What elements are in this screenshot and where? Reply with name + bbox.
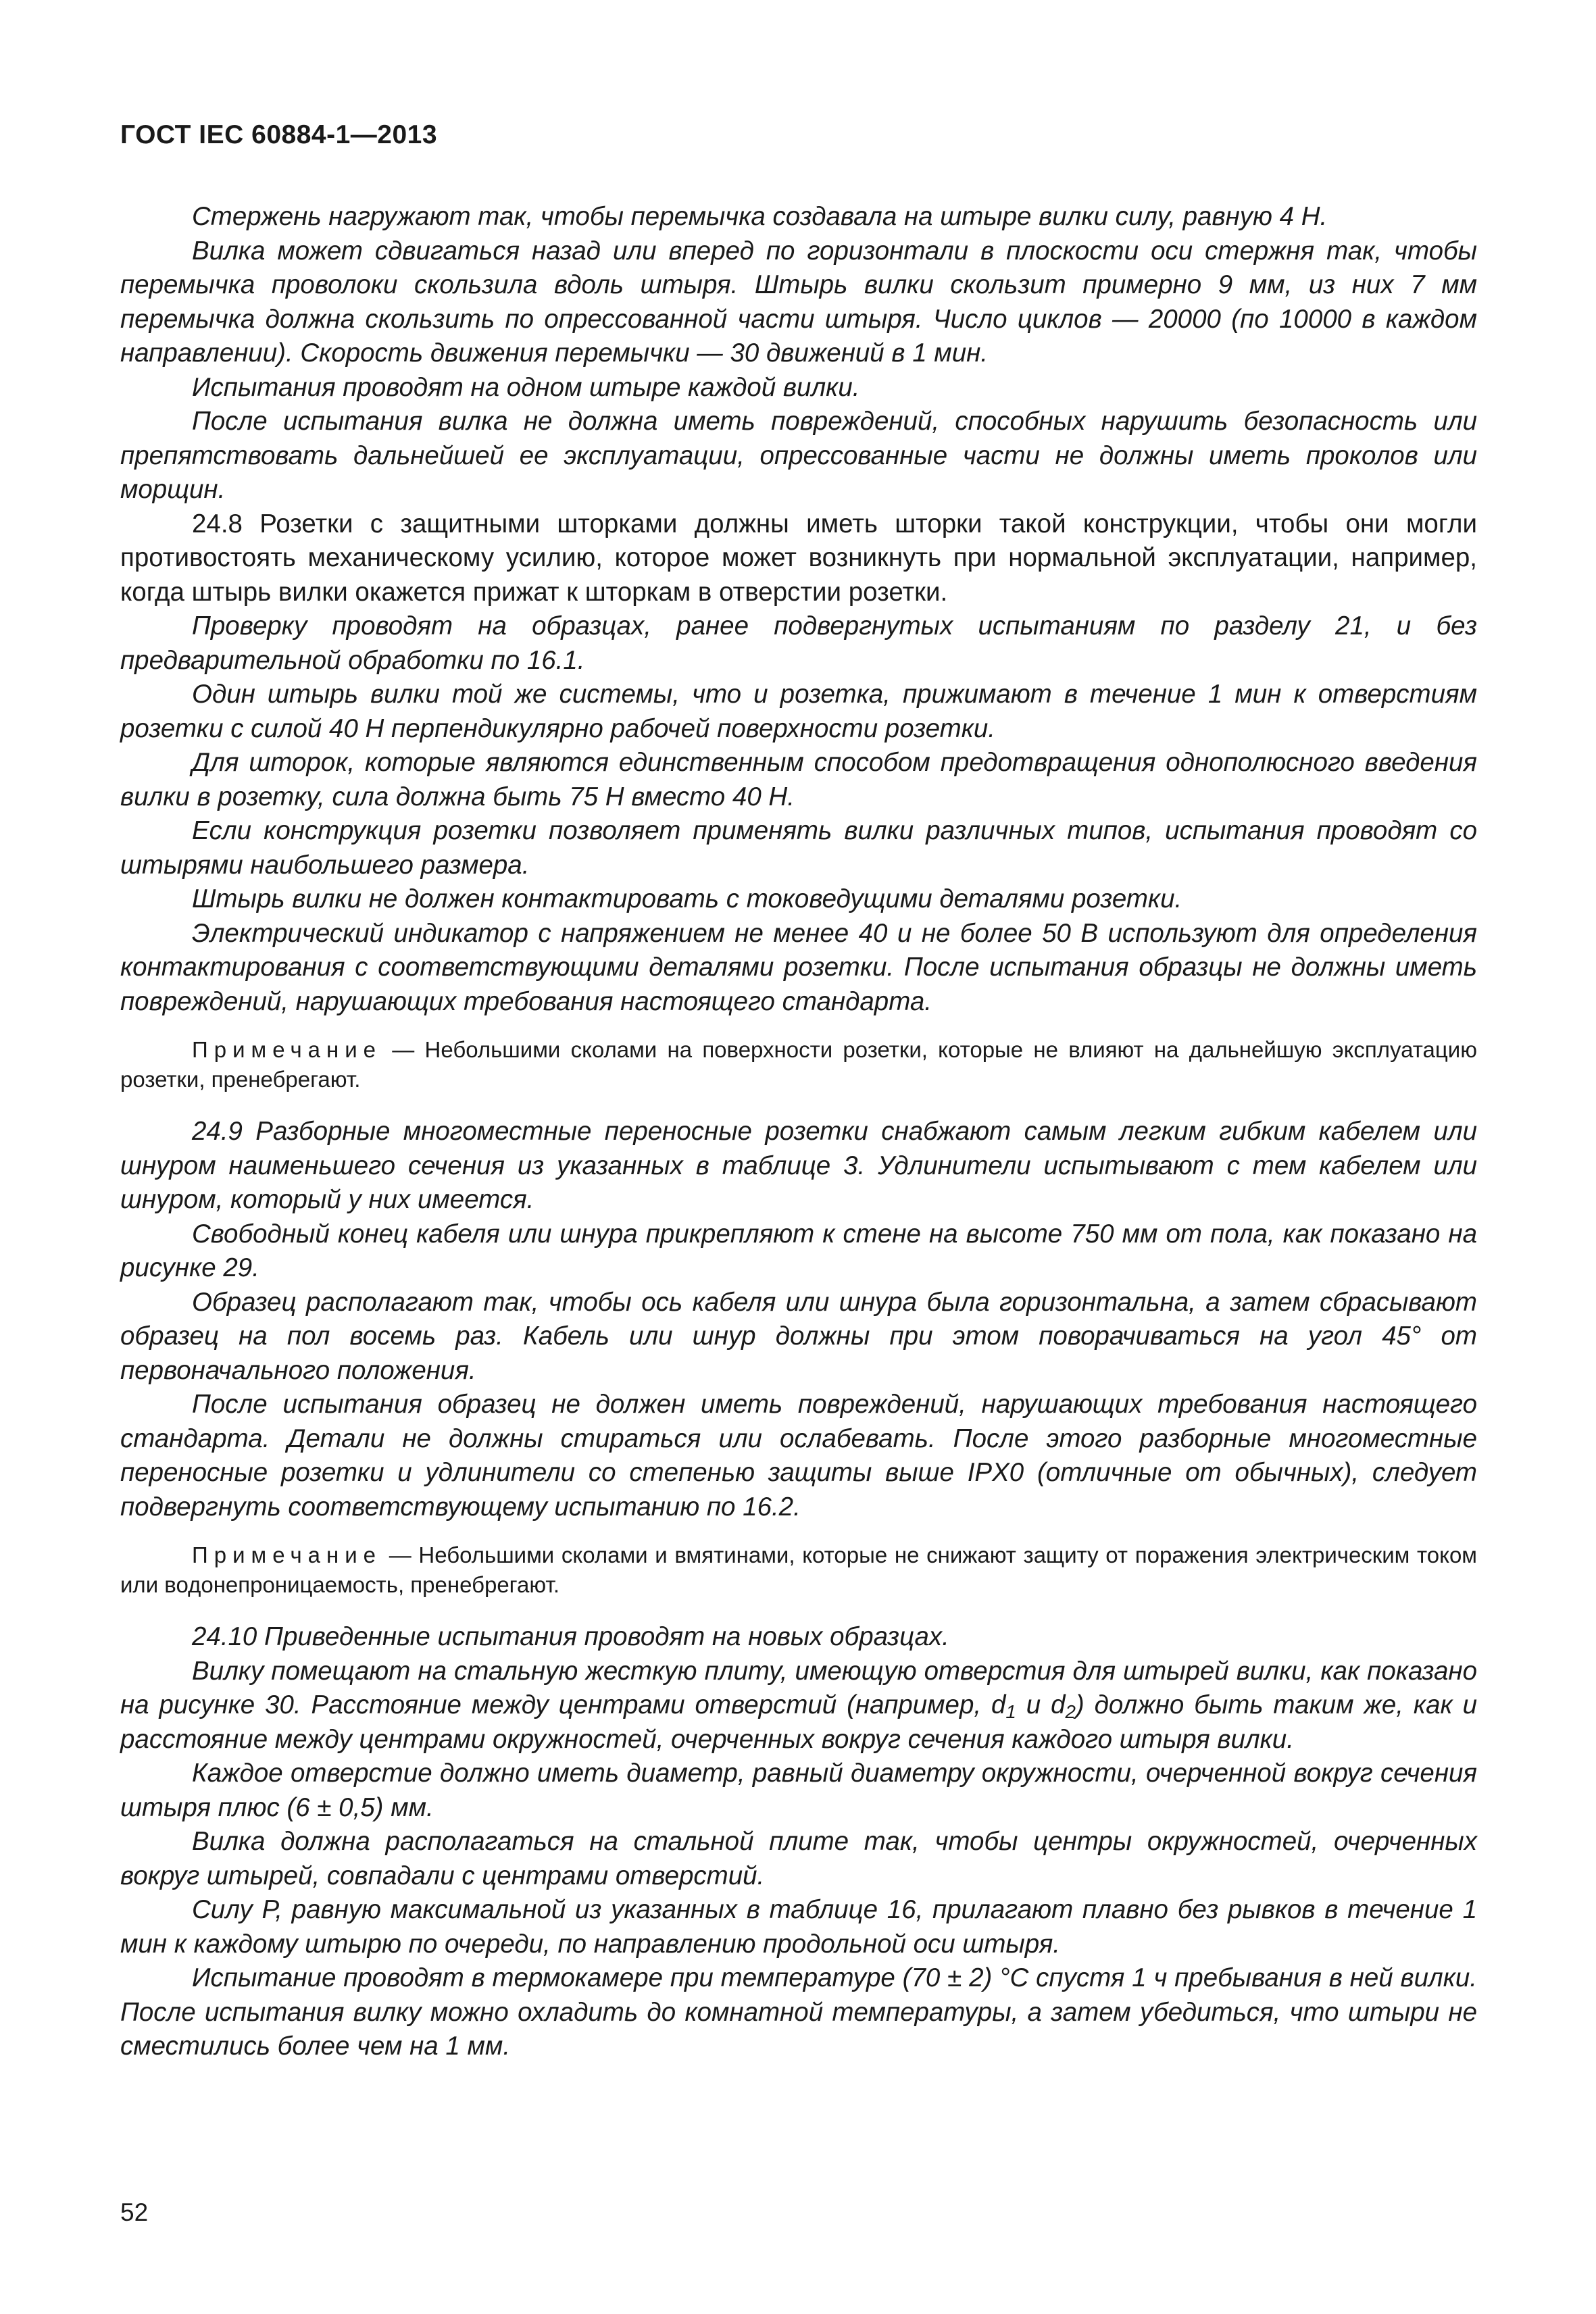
- note-text: — Небольшими сколами и вмятинами, которые не снижают защиту от поражения электрическим током или водонепроницаемость, пренебрегают.: [120, 1542, 1477, 1597]
- body-paragraph: 24.8 Розетки с защитными шторками должны иметь шторки такой конструкции, чтобы они могли противостоять механическому усилию, которое может возникнуть при нормальной эксплуатации, например, когда штырь вилки окажется прижат к шторкам в отверстии розетки.: [120, 509, 1477, 607]
- subscript: 2: [1065, 1701, 1076, 1722]
- body-paragraph: Свободный конец кабеля или шнура прикрепляют к стене на высоте 750 мм от пола, как показано на рисунке 29.: [120, 1219, 1477, 1282]
- paragraph-segment: Вилку помещают на стальную жесткую плиту, имеющую отверстия для штырей вилки, как показано на рисунке 30. Расстояние между центрами отверстий (например, d: [120, 1656, 1477, 1719]
- body-paragraph: 24.10 Приведенные испытания проводят на новых образцах.: [192, 1622, 949, 1651]
- body-paragraph: Для шторок, которые являются единственным способом предотвращения однополюсного введения вилки в розетку, сила должна быть 75 Н вместо 40 Н.: [120, 748, 1477, 811]
- page-number: 52: [120, 2198, 149, 2226]
- body-paragraph: Вилка может сдвигаться назад или вперед по горизонтали в плоскости оси стержня так, чтобы перемычка проволоки скользила вдоль штыря. Штырь вилки скользит примерно 9 мм, из них 7 мм перемычка должна скользить по опрессованной части штыря. Число циклов — 20000 (по 10000 в каждом направлении). Скорость движения перемычки — 30 движений в 1 мин.: [120, 236, 1477, 368]
- note-text: — Небольшими сколами на поверхности розетки, которые не влияют на дальнейшую эксплуатацию розетки, пренебрегают.: [120, 1037, 1477, 1092]
- note-paragraph: [120, 1035, 1477, 1095]
- document-header: ГОСТ IEC 60884-1—2013: [120, 120, 438, 149]
- note-paragraph: [120, 1540, 1477, 1600]
- body-paragraph: Испытание проводят в термокамере при температуре (70 ± 2) °С спустя 1 ч пребывания в ней вилки. После испытания вилку можно охладить до комнатной температуры, а затем убедиться, что штыри не сместились более чем на 1 мм.: [120, 1963, 1477, 2061]
- body-paragraph: После испытания образец не должен иметь повреждений, нарушающих требования настоящего стандарта. Детали не должны стираться или ослабевать. После этого разборные многоместные переносные розетки и удлинители со степенью защиты выше IPX0 (отличные от обычных), следует подвергнуть соответствующему испытанию по 16.2.: [120, 1390, 1477, 1521]
- body-paragraph: Испытания проводят на одном штыре каждой вилки.: [192, 372, 860, 402]
- document-body: [120, 200, 1477, 2064]
- body-paragraph: Если конструкция розетки позволяет применять вилки различных типов, испытания проводят со штырями наибольшего размера.: [120, 816, 1477, 880]
- note-label: Примечание: [192, 1542, 382, 1567]
- subscript: 1: [1005, 1701, 1016, 1722]
- body-paragraph: Силу Р, равную максимальной из указанных в таблице 16, прилагают плавно без рывков в течение 1 мин к каждому штырю по очереди, по направлению продольной оси штыря.: [120, 1895, 1477, 1959]
- paragraph-segment: ) должно быть таким же, как и расстояние между центрами окружностей, очерченных вокруг сечения каждого штыря вилки.: [120, 1690, 1478, 1754]
- body-paragraph: Образец располагают так, чтобы ось кабеля или шнура была горизонтальна, а затем сбрасывают образец на пол восемь раз. Кабель или шнур должны при этом поворачиваться на угол 45° от первоначального положения.: [120, 1287, 1477, 1385]
- body-paragraph: Проверку проводят на образцах, ранее подвергнутых испытаниям по разделу 21, и без предварительной обработки по 16.1.: [120, 611, 1477, 675]
- body-paragraph: Один штырь вилки той же системы, что и розетка, прижимают в течение 1 мин к отверстиям розетки с силой 40 Н перпендикулярно рабочей поверхности розетки.: [120, 680, 1477, 743]
- body-paragraph: Каждое отверстие должно иметь диаметр, равный диаметру окружности, очерченной вокруг сечения штыря плюс (6 ± 0,5) мм.: [120, 1759, 1477, 1822]
- body-paragraph: [120, 1655, 1477, 1757]
- body-paragraph: 24.9 Разборные многоместные переносные розетки снабжают самым легким гибким кабелем или шнуром наименьшего сечения из указанных в таблице 3. Удлинители испытывают с тем кабелем или шнуром, который у них имеется.: [120, 1117, 1477, 1214]
- body-paragraph: Электрический индикатор с напряжением не менее 40 и не более 50 В используют для определения контактирования с соответствующими деталями розетки. После испытания образцы не должны иметь повреждений, нарушающих требования настоящего стандарта.: [120, 918, 1477, 1016]
- body-paragraph: После испытания вилка не должна иметь повреждений, способных нарушить безопасность или препятствовать дальнейшей ее эксплуатации, опрессованные части не должны иметь проколов или морщин.: [120, 407, 1477, 504]
- body-paragraph: Штырь вилки не должен контактировать с токоведущими деталями розетки.: [192, 884, 1182, 913]
- paragraph-segment: и d: [1016, 1690, 1066, 1719]
- body-paragraph: Стержень нагружают так, чтобы перемычка создавала на штыре вилки силу, равную 4 Н.: [192, 202, 1328, 231]
- body-paragraph: Вилка должна располагаться на стальной плите так, чтобы центры окружностей, очерченных вокруг штырей, совпадали с центрами отверстий.: [120, 1827, 1477, 1890]
- note-label: Примечание: [192, 1037, 382, 1062]
